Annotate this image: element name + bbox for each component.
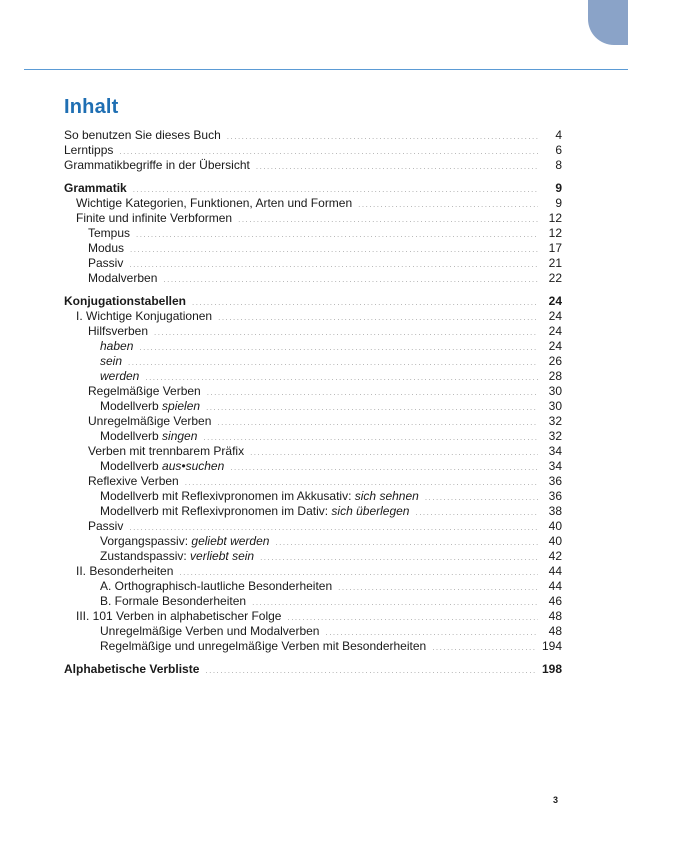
header-rule [24, 69, 628, 70]
toc-entry-modellverb-spielen[interactable]: Modellverb spielen ..... 30 [64, 399, 562, 414]
toc-entry-so-benutzen[interactable]: So benutzen Sie dieses Buch ..... 4 [64, 128, 562, 143]
leader-dots [325, 625, 538, 640]
toc-entry-regelmaessige-verben[interactable]: Regelmäßige Verben ..... 30 [64, 384, 562, 399]
toc-entry-hilfsverben[interactable]: Hilfsverben ..... 24 [64, 324, 562, 339]
leader-dots [179, 565, 538, 580]
toc-entry-haben[interactable]: haben ..... 24 [64, 339, 562, 354]
leader-dots [227, 129, 538, 144]
toc-entry-wichtige-konjugationen[interactable]: I. Wichtige Konjugationen ..... 24 [64, 309, 562, 324]
leader-dots [260, 550, 538, 565]
toc-entry-vorgangspassiv[interactable]: Vorgangspassiv: geliebt werden ..... 40 [64, 534, 562, 549]
leader-dots [119, 144, 538, 159]
leader-dots [130, 242, 538, 257]
toc-entry-tempus[interactable]: Tempus ..... 12 [64, 226, 562, 241]
leader-dots [238, 212, 538, 227]
toc-entry-kategorien[interactable]: Wichtige Kategorien, Funktionen, Arten und Formen ..... 9 [64, 196, 562, 211]
toc-entry-formale[interactable]: B. Formale Besonderheiten ..... 46 [64, 594, 562, 609]
toc-entry-unregelmaessige-verben[interactable]: Unregelmäßige Verben ..... 32 [64, 414, 562, 429]
toc-entry-sein[interactable]: sein ..... 26 [64, 354, 562, 369]
leader-dots [163, 272, 538, 287]
leader-dots [250, 445, 538, 460]
leader-dots [217, 415, 538, 430]
toc-entry-trennbares-praefix[interactable]: Verben mit trennbarem Präfix ..... 34 [64, 444, 562, 459]
leader-dots [206, 400, 538, 415]
toc-entry-besonderheiten[interactable]: II. Besonderheiten ..... 44 [64, 564, 562, 579]
leader-dots [358, 197, 538, 212]
toc-heading-konjugationstabellen[interactable]: Konjugationstabellen ..... 24 [64, 294, 562, 309]
toc-entry-modus[interactable]: Modus ..... 17 [64, 241, 562, 256]
page-title: Inhalt [64, 96, 119, 118]
toc-entry-modellverb-aussuchen[interactable]: Modellverb aus•suchen ..... 34 [64, 459, 562, 474]
toc-entry-lerntipps[interactable]: Lerntipps ..... 6 [64, 143, 562, 158]
toc-entry-werden[interactable]: werden ..... 28 [64, 369, 562, 384]
toc-entry-unregelmaessige-modalverben[interactable]: Unregelmäßige Verben und Modalverben ..... 48 [64, 624, 562, 639]
leader-dots [256, 159, 538, 174]
leader-dots [425, 490, 538, 505]
leader-dots [230, 460, 538, 475]
toc-entry-modalverben[interactable]: Modalverben ..... 22 [64, 271, 562, 286]
leader-dots [154, 325, 538, 340]
leader-dots [139, 340, 538, 355]
toc-entry-grammatikbegriffe[interactable]: Grammatikbegriffe in der Übersicht ..... 8 [64, 158, 562, 173]
leader-dots [129, 257, 538, 272]
toc-entry-101-verben[interactable]: III. 101 Verben in alphabetischer Folge ..... 48 [64, 609, 562, 624]
toc-entry-reflexive-verben[interactable]: Reflexive Verben ..... 36 [64, 474, 562, 489]
leader-dots [136, 227, 538, 242]
toc-heading-grammatik[interactable]: Grammatik ..... 9 [64, 181, 562, 196]
corner-tab-decoration [588, 0, 628, 45]
toc-entry-passiv-konjugation[interactable]: Passiv ..... 40 [64, 519, 562, 534]
leader-dots [252, 595, 538, 610]
leader-dots [129, 520, 538, 535]
leader-dots [145, 370, 538, 385]
toc-entry-verbformen[interactable]: Finite und infinite Verbformen ..... 12 [64, 211, 562, 226]
toc-entry-modellverb-singen[interactable]: Modellverb singen ..... 32 [64, 429, 562, 444]
leader-dots [207, 385, 538, 400]
leader-dots [205, 663, 536, 678]
leader-dots [133, 182, 538, 197]
toc-entry-passiv[interactable]: Passiv ..... 21 [64, 256, 562, 271]
toc-entry-verben-mit-besonderheiten[interactable]: Regelmäßige und unregelmäßige Verben mit Besonderheiten ..... 194 [64, 639, 562, 654]
leader-dots [128, 355, 538, 370]
leader-dots [218, 310, 538, 325]
leader-dots [203, 430, 538, 445]
toc-entry-orthographisch[interactable]: A. Orthographisch-lautliche Besonderheiten ..... 44 [64, 579, 562, 594]
leader-dots [415, 505, 538, 520]
leader-dots [275, 535, 538, 550]
leader-dots [287, 610, 538, 625]
leader-dots [338, 580, 538, 595]
toc-entry-modellverb-dativ[interactable]: Modellverb mit Reflexivpronomen im Dativ: sich überlegen ..... 38 [64, 504, 562, 519]
leader-dots [432, 640, 536, 655]
toc-entry-modellverb-akkusativ[interactable]: Modellverb mit Reflexivpronomen im Akkusativ: sich sehnen ..... 36 [64, 489, 562, 504]
page-number: 3 [553, 795, 559, 805]
leader-dots [192, 295, 538, 310]
toc-entry-zustandspassiv[interactable]: Zustandspassiv: verliebt sein ..... 42 [64, 549, 562, 564]
table-of-contents [64, 128, 562, 677]
toc-heading-verbliste[interactable]: Alphabetische Verbliste ..... 198 [64, 662, 562, 677]
leader-dots [185, 475, 538, 490]
